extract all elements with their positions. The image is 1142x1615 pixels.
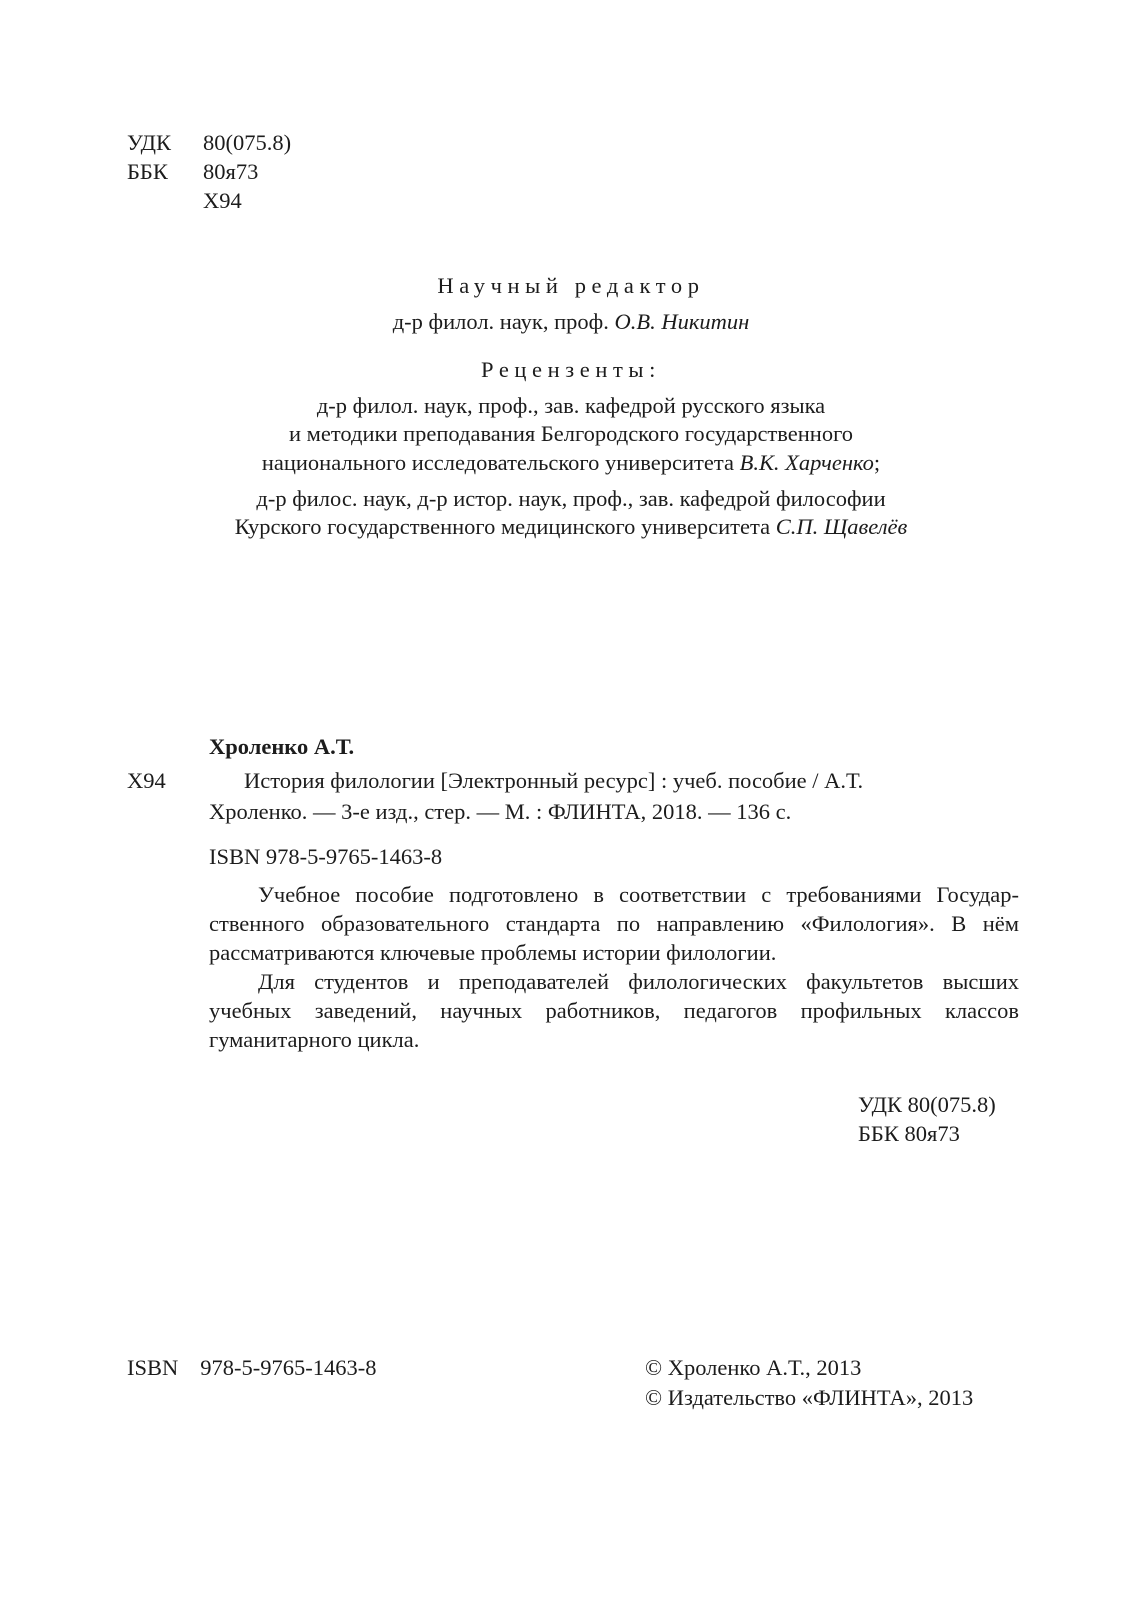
footer-isbn-value: 978-5-9765-1463-8 [200,1355,377,1380]
footer-isbn-label: ISBN [127,1355,179,1380]
udk-label: УДК [127,130,172,155]
reviewer1-line2: и методики преподавания Белгородского государственного [289,421,853,446]
abstract-paragraph-2: Для студентов и преподавателей филологических факультетов высших учебных заведений, научных работников, педагогов профильных классов гуманитарного цикла. [209,969,1019,1052]
reviewer2-line2: Курского государственного медицинского университета С.П. Щавелёв [234,514,908,539]
reviewer1-name: В.К. Харченко [739,450,874,475]
copyright-publisher: © Издательство «ФЛИНТА», 2013 [645,1385,974,1410]
bbk-value: 80я73 [203,159,259,184]
editor-title: д-р филол. наук, проф. [392,309,609,334]
reviewer2-line1: д-р филос. наук, д-р истор. наук, проф., зав. кафедрой философии [256,486,886,511]
reviewer2-name: С.П. Щавелёв [775,514,908,539]
bbk-label: ББК [127,159,168,184]
reviewer1-line1: д-р филол. наук, проф., зав. кафедрой русского языка [316,393,826,418]
classification-codes [127,128,291,215]
editor-line [0,307,1142,336]
footer-isbn [127,1353,377,1382]
catalog-desc-line2: Хроленко. — 3-е изд., стер. — М. : ФЛИНТА, 2018. — 136 с. [209,799,792,824]
reviewers-heading: Рецензенты: [481,357,661,382]
author-mark: Х94 [203,188,242,213]
catalog-desc-line1: История филологии [Электронный ресурс] : учеб. пособие / А.Т. [244,768,864,793]
udk-value: 80(075.8) [203,130,292,155]
editor-name: О.В. Никитин [614,309,750,334]
catalog-mark: Х94 [127,768,166,793]
catalog-author: Хроленко А.Т. [209,734,355,759]
catalog-abstract [209,880,1019,1054]
copyright-author: © Хроленко А.Т., 2013 [645,1355,862,1380]
catalog-isbn: ISBN 978-5-9765-1463-8 [209,844,443,869]
reviewer1-line3: национального исследовательского университета В.К. Харченко; [261,450,881,475]
catalog-bbk: ББК 80я73 [858,1121,960,1146]
catalog-udk: УДК 80(075.8) [858,1092,996,1117]
abstract-paragraph-1: Учебное пособие подготовлено в соответствии с требованиями Государ-ственного образовательного стандарта по направлению «Филология». В нём рассматриваются ключевые проблемы истории филологии. [209,882,1019,965]
editor-heading: Научный редактор [437,273,705,298]
